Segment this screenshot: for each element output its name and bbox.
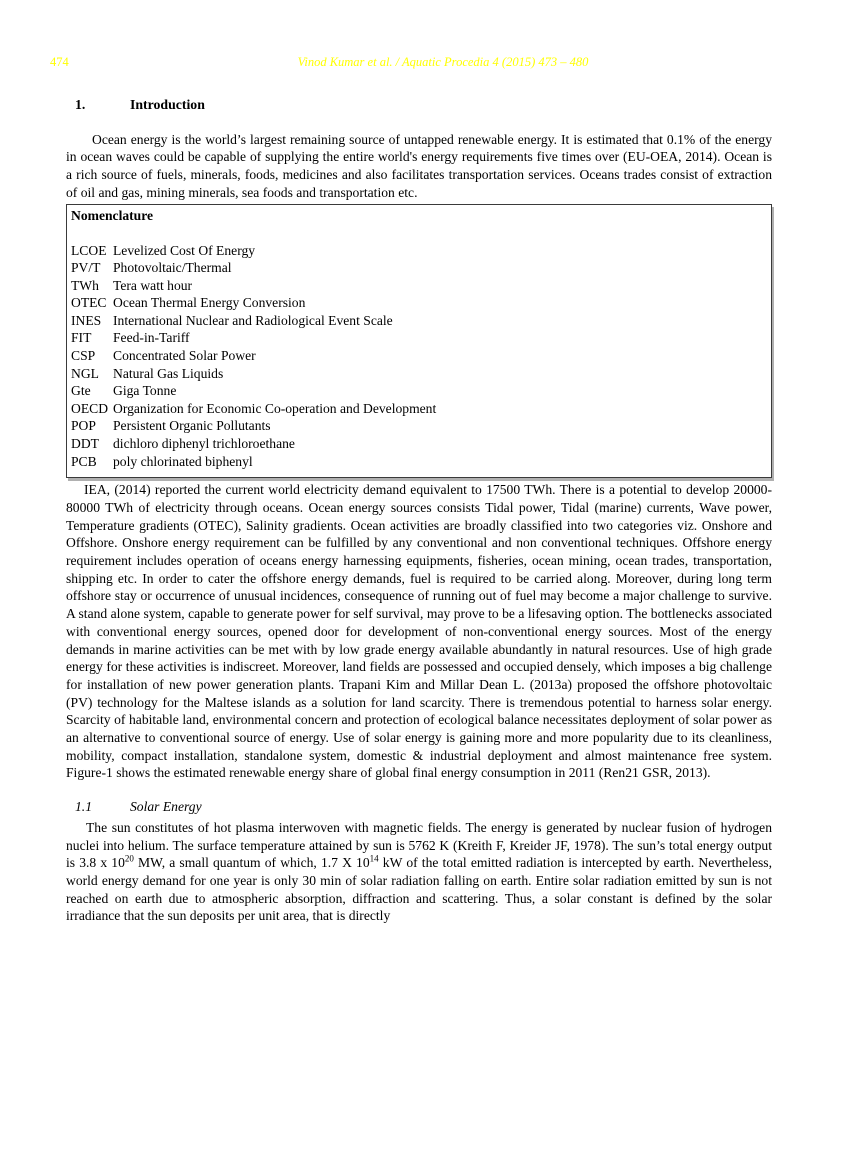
section-heading-introduction — [66, 96, 772, 114]
nomenclature-abbr: OECD — [71, 400, 109, 416]
nomenclature-abbr: LCOE — [71, 242, 107, 258]
nomenclature-row — [71, 277, 765, 295]
subsection-number: 1.1 — [75, 799, 92, 815]
nomenclature-abbr: INES — [71, 312, 102, 328]
nomenclature-abbr: PCB — [71, 453, 97, 469]
nomenclature-box — [66, 204, 772, 479]
nomenclature-definition: Ocean Thermal Energy Conversion — [113, 295, 306, 311]
nomenclature-row — [71, 435, 765, 453]
nomenclature-row — [71, 329, 765, 347]
paragraph-solar-text: The sun constitutes of hot plasma interwoven with magnetic fields. The energy is generated by nuclear fusion of hydrogen nuclei into helium. The surface temperature attained by sun is 5762 K (Kreith F, Kreider JF, 1978). The sun’s total energy output is 3.8 x 10 — [66, 819, 772, 871]
exponent-14: 14 — [369, 853, 379, 864]
nomenclature-row — [71, 400, 765, 418]
nomenclature-abbr: OTEC — [71, 295, 107, 311]
nomenclature-definition: Photovoltaic/Thermal — [113, 260, 232, 276]
nomenclature-row — [71, 382, 765, 400]
content-column — [66, 96, 772, 925]
paragraph-solar-text: kW of the total emitted radiation is intercepted by earth. Nevertheless, world energy demand for one year is only 30 min of solar radiation falling on earth. Entire solar radiation emitted by sun is not reached on earth due to atmospheric absorption, diffraction and scattering. Thus, a solar constant is defined by the solar irradiance that the sun deposits per unit area, that is directly — [66, 855, 772, 924]
paragraph-solar-1 — [66, 819, 772, 925]
exponent-20: 20 — [124, 853, 134, 864]
nomenclature-definition: Persistent Organic Pollutants — [113, 418, 271, 434]
page-number: 474 — [50, 55, 69, 69]
nomenclature-definition: Giga Tonne — [113, 383, 177, 399]
nomenclature-list — [71, 242, 765, 471]
section-title: Introduction — [130, 97, 205, 112]
nomenclature-definition: International Nuclear and Radiological Event Scale — [113, 312, 393, 328]
nomenclature-abbr: Gte — [71, 383, 91, 399]
nomenclature-definition: Feed-in-Tariff — [113, 330, 190, 346]
nomenclature-row — [71, 259, 765, 277]
nomenclature-abbr: CSP — [71, 348, 96, 364]
nomenclature-definition: Natural Gas Liquids — [113, 365, 224, 381]
nomenclature-abbr: TWh — [71, 277, 99, 293]
nomenclature-definition: Organization for Economic Co-operation and Development — [113, 400, 437, 416]
nomenclature-abbr: NGL — [71, 365, 99, 381]
nomenclature-definition: Concentrated Solar Power — [113, 348, 256, 364]
nomenclature-definition: Levelized Cost Of Energy — [113, 242, 256, 258]
nomenclature-abbr: DDT — [71, 436, 99, 452]
paragraph-solar-text: MW, a small quantum of which, 1.7 X 10 — [133, 855, 370, 871]
subsection-heading-solar-energy — [66, 798, 772, 816]
running-head-citation: Vinod Kumar et al. / Aquatic Procedia 4 (2015) 473 – 480 — [297, 55, 589, 69]
nomenclature-definition: poly chlorinated biphenyl — [113, 453, 253, 469]
nomenclature-definition: Tera watt hour — [113, 277, 193, 293]
nomenclature-definition: dichloro diphenyl trichloroethane — [113, 436, 295, 452]
nomenclature-abbr: FIT — [71, 330, 92, 346]
nomenclature-title: Nomenclature — [71, 207, 154, 223]
nomenclature-row — [71, 365, 765, 383]
running-header — [0, 55, 846, 73]
nomenclature-row — [71, 453, 765, 471]
nomenclature-abbr: POP — [71, 418, 96, 434]
nomenclature-row — [71, 242, 765, 260]
nomenclature-row — [71, 347, 765, 365]
paragraph-intro-2: IEA, (2014) reported the current world electricity demand equivalent to 17500 TWh. There is a potential to develop 20000-80000 TWh of electricity through oceans. Ocean energy sources consists Tidal power, Tidal (marine) currents, Wave power, Temperature gradients (OTEC), Salinity gradients. Ocean activities are broadly classified into two categories viz. Onshore and Offshore. Onshore energy requirement can be fulfilled by any conventional and non conventional techniques. Offshore energy requirement includes operation of oceans energy harnessing equipments, fisheries, ocean mining, ocean trades, transportation, shipping etc. In order to cater the offshore energy demands, fuel is required to be carried along. Moreover, during long term offshore stay or occurrence of unusual incidences, consequence of running out of fuel may become a major challenge to survive. A stand alone system, capable to generate power for self survival, may prove to be a lifesaving option. The bottlenecks associated with conventional energy sources, opened door for development of non-conventional energy sources. Most of the energy demands in marine activities can be met with by low grade energy available abundantly in natural resources. Use of high grade energy for these activities is indiscreet. Moreover, land fields are possessed and occupied densely, which imposes a big challenge for installation of new power generation plants. Trapani Kim and Millar Dean L. (2013a) proposed the offshore photovoltaic (PV) technology for the Maltese islands as a solution for land scarcity. There is tremendous potential to harness solar energy. Scarcity of habitable land, environmental concern and protection of ecological balance necessitates deployment of solar power as an alternative to conventional source of energy. Use of solar energy is gaining more and more popularity due to its cleanliness, mobility, compact installation, standalone system, domestic & industrial deployment and almost maintenance free system. Figure-1 shows the estimated renewable energy share of global final energy consumption in 2011 (Ren21 GSR, 2013). — [66, 482, 772, 781]
nomenclature-row — [71, 417, 765, 435]
section-number: 1. — [75, 97, 86, 112]
paragraph-intro-1: Ocean energy is the world’s largest remaining source of untapped renewable energy. It is estimated that 0.1% of the energy in ocean waves could be capable of supplying the entire world's energy requirements five times over (EU-OEA, 2014). Ocean is a rich source of fuels, minerals, foods, medicines and also facilitates transportation services. Oceans trades consist of extraction of oil and gas, mining minerals, sea foods and transportation etc. — [66, 131, 772, 200]
nomenclature-row — [71, 294, 765, 312]
nomenclature-abbr: PV/T — [71, 260, 101, 276]
subsection-title: Solar Energy — [130, 799, 202, 815]
nomenclature-row — [71, 312, 765, 330]
